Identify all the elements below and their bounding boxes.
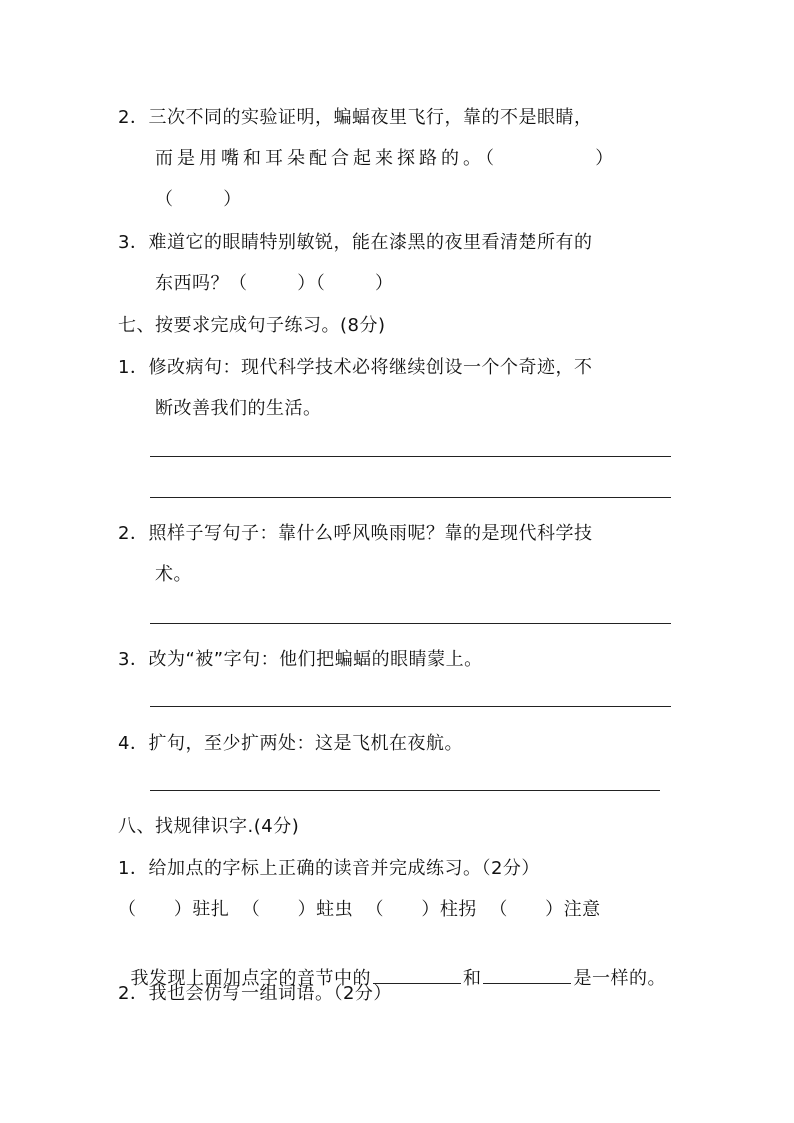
answer-line-s7-q1-a[interactable] (150, 456, 671, 457)
s6-q2-line3[interactable]: （ ） (155, 189, 242, 210)
s7-q2-line2: 术。 (155, 564, 192, 585)
s8-pinyin-row[interactable]: （ ）驻扎 （ ）蛀虫 （ ）柱拐 （ ）注意 (118, 899, 601, 920)
observe-suffix: 是一样的。 (573, 968, 666, 989)
observe-mid: 和 (462, 968, 482, 989)
answer-line-s7-q4[interactable] (150, 790, 660, 791)
s6-q3-line2[interactable]: 东西吗？（ ）（ ） (155, 273, 394, 294)
observe-prefix: 我发现上面加点字的音节中的 (130, 968, 371, 989)
s6-q2-line1: 2．三次不同的实验证明，蝙蝠夜里飞行，靠的不是眼睛， (118, 107, 593, 128)
s6-q3-line1: 3．难道它的眼睛特别敏锐，能在漆黑的夜里看清楚所有的 (118, 232, 593, 253)
s8-q2: 2．我也会仿写一组词语。（2分） (118, 983, 392, 1004)
section7-heading: 七、按要求完成句子练习。(8分) (118, 315, 386, 336)
s7-q1-line1: 1．修改病句：现代科学技术必将继续创设一个个奇迹，不 (118, 357, 593, 378)
s7-q1-line2: 断改善我们的生活。 (155, 398, 322, 419)
answer-line-s7-q3[interactable] (150, 706, 671, 707)
s8-q1: 1．给加点的字标上正确的读音并完成练习。（2分） (118, 858, 540, 879)
s7-q3: 3．改为“被”字句：他们把蝙蝠的眼睛蒙上。 (118, 649, 483, 670)
s7-q4: 4．扩句，至少扩两处：这是飞机在夜航。 (118, 733, 463, 754)
s7-q2-line1: 2．照样子写句子：靠什么呼风唤雨呢？靠的是现代科学技 (118, 523, 593, 544)
observe-blank-2[interactable] (483, 965, 571, 984)
answer-line-s7-q2[interactable] (150, 623, 671, 624)
section8-heading: 八、找规律识字.(4分) (118, 816, 300, 837)
s6-q2-line2: 而是用嘴和耳朵配合起来探路的。（ ） (155, 148, 618, 169)
answer-line-s7-q1-b[interactable] (150, 497, 671, 498)
